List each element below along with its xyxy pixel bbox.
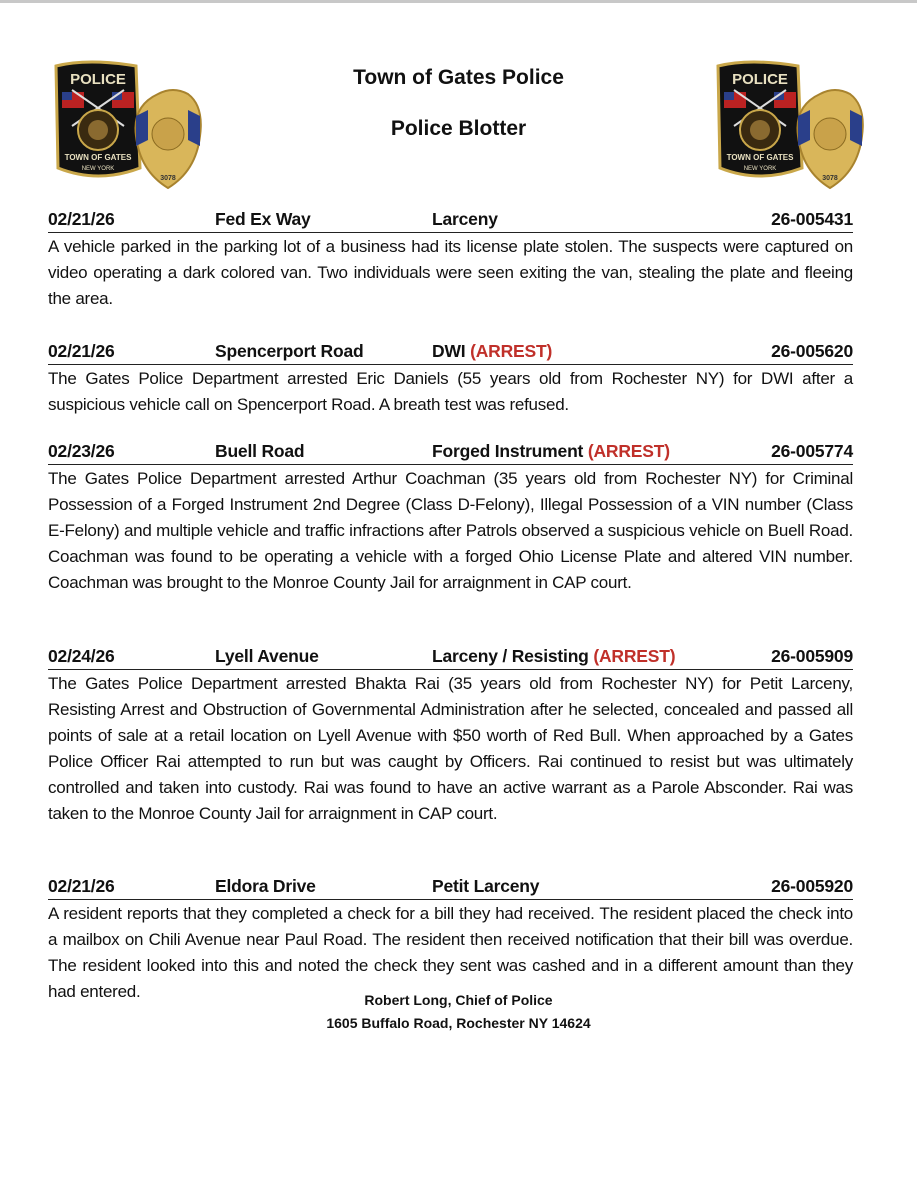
- entry-header: [48, 645, 853, 670]
- svg-text:NEW YORK: NEW YORK: [81, 166, 115, 172]
- entry-description: A resident reports that they completed a check for a bill they had received. The resident placed the check into a mailbox on Chili Avenue near Paul Road. The resident then received notification that their bill was overdue. The resident looked into this and noted the check they sent was cashed and in a different amount than they had entered.: [48, 904, 853, 1001]
- chief-name: Robert Long, Chief of Police: [364, 992, 553, 1008]
- entry-header: [48, 208, 853, 233]
- svg-text:3078: 3078: [160, 175, 176, 182]
- entry-location: Spencerport Road: [215, 341, 364, 361]
- offense-text: Larceny: [432, 209, 498, 229]
- svg-text:TOWN OF GATES: TOWN OF GATES: [726, 153, 794, 162]
- svg-text:3078: 3078: [822, 175, 838, 182]
- department-address: 1605 Buffalo Road, Rochester NY 14624: [326, 1015, 591, 1031]
- blotter-entry: [48, 645, 853, 827]
- case-number: 26-005909: [771, 646, 853, 666]
- svg-text:POLICE: POLICE: [732, 71, 788, 88]
- top-border: [0, 0, 917, 3]
- entry-location: Fed Ex Way: [215, 209, 311, 229]
- entry-offense: [432, 341, 552, 362]
- page-title: Town of Gates Police: [353, 66, 564, 89]
- arrest-tag: (ARREST): [470, 341, 553, 361]
- entry-location: Buell Road: [215, 441, 305, 461]
- offense-text: Forged Instrument: [432, 441, 584, 461]
- entry-offense: [432, 876, 539, 897]
- case-number: 26-005774: [771, 441, 853, 461]
- entry-date: 02/21/26: [48, 876, 115, 896]
- offense-text: Larceny / Resisting: [432, 646, 589, 666]
- blotter-entry: [48, 208, 853, 312]
- entry-offense: [432, 441, 670, 462]
- case-number: 26-005920: [771, 876, 853, 896]
- entry-date: 02/24/26: [48, 646, 115, 666]
- entry-date: 02/21/26: [48, 341, 115, 361]
- arrest-tag: (ARREST): [593, 646, 676, 666]
- entry-description: The Gates Police Department arrested Eric Daniels (55 years old from Rochester NY) for DWI after a suspicious vehicle call on Spencerport Road. A breath test was refused.: [48, 369, 853, 414]
- entry-description: The Gates Police Department arrested Arthur Coachman (35 years old from Rochester NY) for Criminal Possession of a Forged Instrument 2nd Degree (Class D-Felony), Illegal Possession of a VIN number (Class E-Felony) and multiple vehicle and traffic infractions after Patrols observed a suspicious vehicle on Buell Road. Coachman was found to be operating a vehicle with a forged Ohio License Plate and altered VIN number. Coachman was brought to the Monroe County Jail for arraignment in CAP court.: [48, 469, 853, 592]
- entry-description: A vehicle parked in the parking lot of a business had its license plate stolen. The suspects were captured on video operating a dark colored van. Two individuals were seen exiting the van, stealing the plate and fleeing the area.: [48, 237, 853, 308]
- svg-text:NEW YORK: NEW YORK: [743, 166, 777, 172]
- arrest-tag: (ARREST): [587, 441, 670, 461]
- offense-text: DWI: [432, 341, 466, 361]
- entry-offense: [432, 209, 498, 230]
- entry-header: [48, 340, 853, 365]
- svg-text:TOWN OF GATES: TOWN OF GATES: [64, 153, 132, 162]
- page-subtitle: Police Blotter: [390, 117, 527, 140]
- blotter-entry: [48, 440, 853, 596]
- entry-location: Eldora Drive: [215, 876, 316, 896]
- entry-offense: [432, 646, 675, 667]
- blotter-entry: [48, 340, 853, 418]
- offense-text: Petit Larceny: [432, 876, 540, 896]
- entry-header: [48, 440, 853, 465]
- blotter-entry: [48, 875, 853, 1005]
- svg-text:POLICE: POLICE: [70, 71, 126, 88]
- entry-description: The Gates Police Department arrested Bhakta Rai (35 years old from Rochester NY) for Petit Larceny, Resisting Arrest and Obstruction of Governmental Administration after he selected, concealed and passed all points of sale at a retail location on Lyell Avenue with $50 worth of Red Bull. When approached by a Gates Police Officer Rai attempted to run but was caught by Officers. Rai continued to resist but was ultimately controlled and taken into custody. Rai was found to have an active warrant as a Parole Absconder. Rai was taken to the Monroe County Jail for arraignment in CAP court.: [48, 674, 853, 823]
- entry-location: Lyell Avenue: [215, 646, 319, 666]
- entry-date: 02/23/26: [48, 441, 115, 461]
- entry-date: 02/21/26: [48, 209, 115, 229]
- case-number: 26-005431: [771, 209, 853, 229]
- entry-header: [48, 875, 853, 900]
- case-number: 26-005620: [771, 341, 853, 361]
